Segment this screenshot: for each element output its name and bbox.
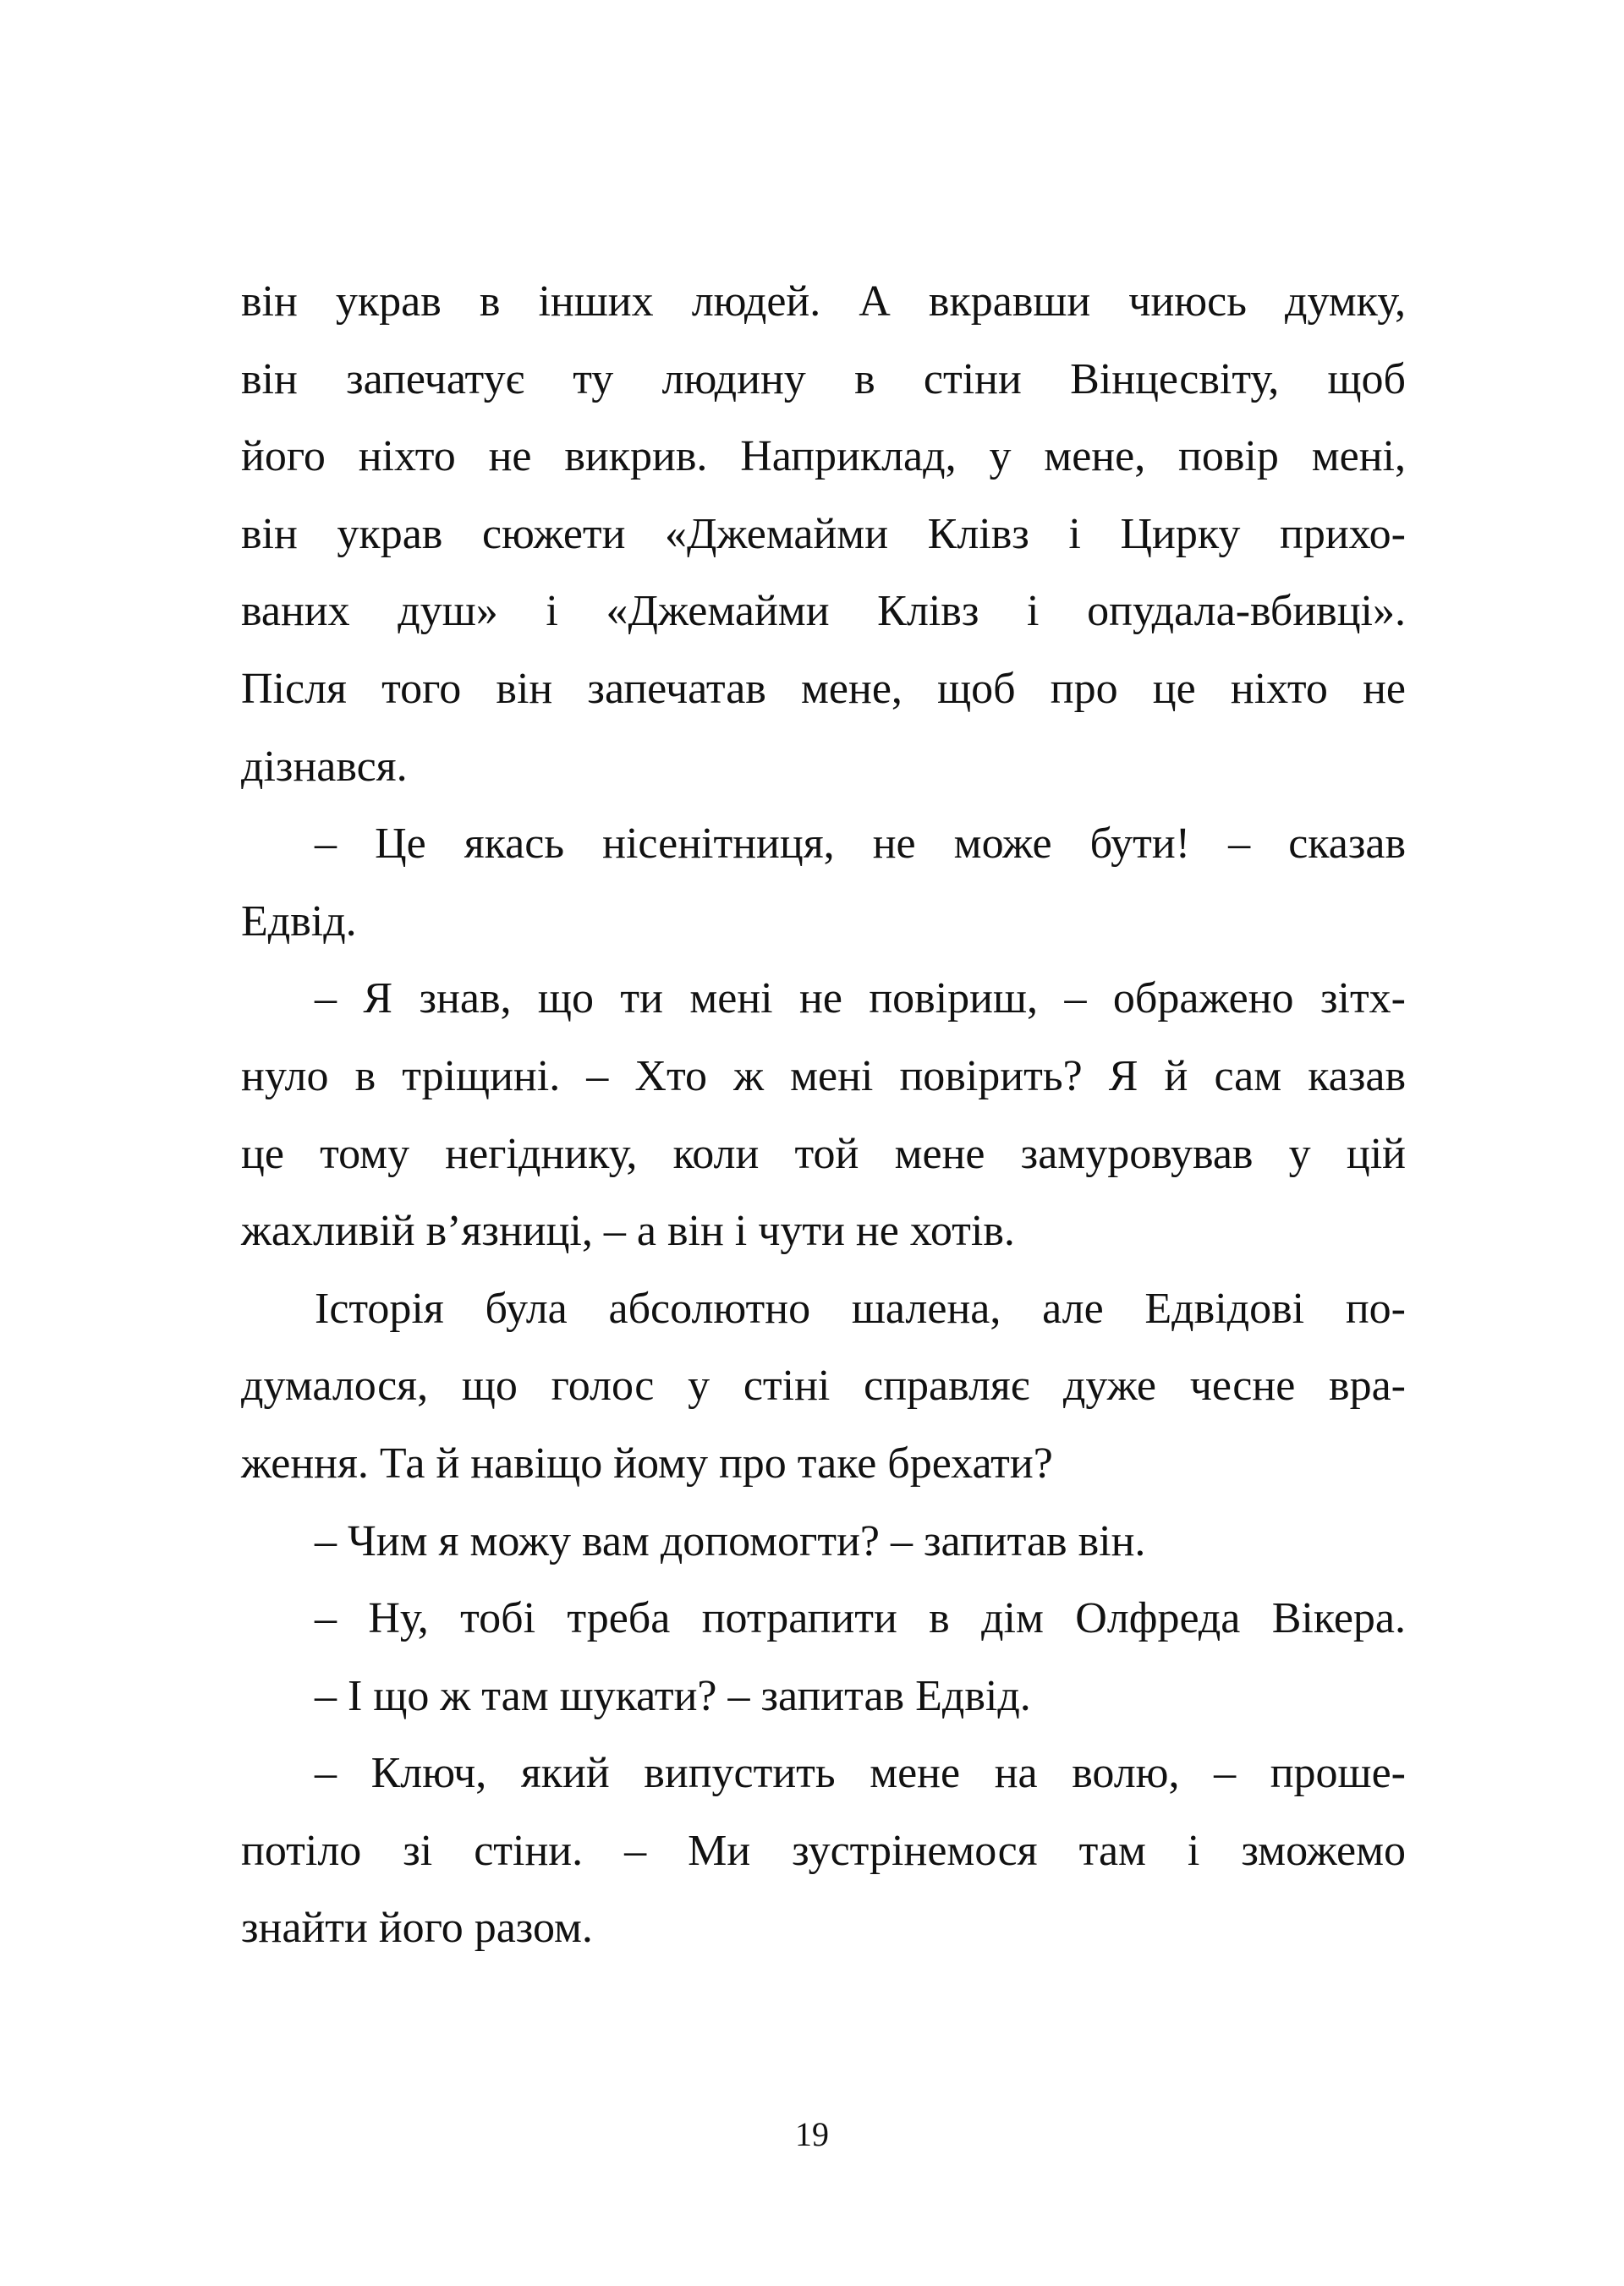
text-line: це тому негіднику, коли той мене замуровував у цій [241,1129,1406,1178]
text-line: ваних душ» і «Джемайми Клівз і опудала-вбивці». [241,587,1406,636]
text-line: Історія була абсолютно шалена, але Едвідові по- [315,1284,1406,1333]
text-line: – Ну, тобі треба потрапити в дім Олфреда Вікера. [315,1594,1406,1643]
text-line: потіло зі стіни. – Ми зустрінемося там і зможемо [241,1826,1406,1875]
text-line: він запечатує ту людину в стіни Вінцесвіту, щоб [241,354,1406,403]
text-line: він украв сюжети «Джемайми Клівз і Цирку прихо- [241,509,1406,558]
text-line: – І що ж там шукати? – запитав Едвід. [315,1671,1031,1720]
text-line: – Це якась нісенітниця, не може бути! – сказав [315,820,1406,869]
text-line: – Я знав, що ти мені не повіриш, – ображено зітх- [315,974,1406,1023]
text-line: Після того він запечатав мене, щоб про це ніхто не [241,664,1406,713]
text-line: жахливій в’язниці, – а він і чути не хотів. [241,1207,1015,1256]
text-line: ження. Та й навіщо йому про таке брехати? [241,1439,1053,1488]
text-line: він украв в інших людей. А вкравши чиюсь думку, [241,277,1406,326]
text-line: думалося, що голос у стіні справляє дуже чесне вра- [241,1362,1406,1411]
page-body-text [241,263,1406,1967]
text-line: – Чим я можу вам допомогти? – запитав він. [315,1516,1146,1565]
text-line: дізнався. [241,742,408,791]
text-line: нуло в тріщині. – Хто ж мені повірить? Я й сам казав [241,1051,1406,1100]
text-line: Едвід. [241,896,357,946]
text-line: знайти його разом. [241,1904,593,1953]
text-line: – Ключ, який випустить мене на волю, – проше- [315,1749,1406,1798]
page-number: 19 [795,2115,829,2153]
text-line: його ніхто не викрив. Наприклад, у мене, повір мені, [241,432,1406,481]
